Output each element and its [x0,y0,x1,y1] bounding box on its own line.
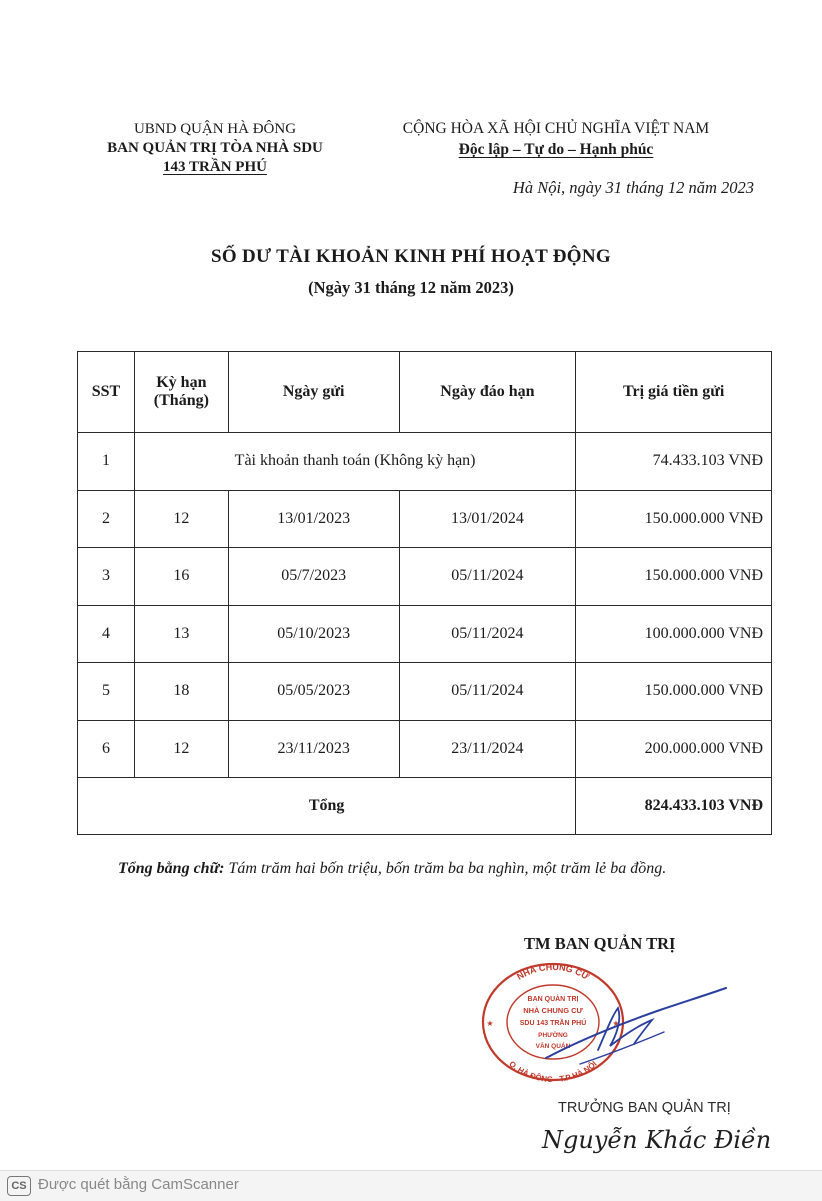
row-maturity-date: 13/01/2024 [399,490,576,548]
header-term [134,352,228,433]
row-value: 150.000.000 VNĐ [576,548,772,606]
table-row [78,433,772,491]
handwritten-signature-mark [540,980,730,1070]
place-date: Hà Nội, ngày 31 tháng 12 năm 2023 [512,178,754,197]
stamp-inner-line1: BAN QUẢN TRỊ [527,996,579,1003]
row-term: 12 [134,490,228,548]
total-label: Tổng [78,778,576,835]
stamp-star-right-icon: ★ [612,1019,620,1028]
table-row [78,490,772,548]
total-value: 824.433.103 VNĐ [576,778,772,835]
row-deposit-date: 05/7/2023 [228,548,399,606]
camscanner-icon: CS [7,1176,31,1196]
table-row [78,663,772,721]
signer-role: TRƯỞNG BAN QUẢN TRỊ [558,1100,731,1116]
document-title: SỐ DƯ TÀI KHOẢN KINH PHÍ HOẠT ĐỘNG [211,246,611,267]
row-stt: 1 [78,433,135,491]
row-deposit-date: 05/05/2023 [228,663,399,721]
header-value: Trị giá tiền gửi [576,352,772,433]
stamp-bottom-text: Q. HÀ ĐÔNG - T.P HÀ NỘI [507,1059,599,1085]
balance-table [77,351,772,835]
issuer-line3: 143 TRẦN PHÚ [163,159,267,175]
scanner-note: Được quét bằng CamScanner [38,1176,239,1193]
issuer-block [70,120,360,177]
row-value: 200.000.000 VNĐ [576,720,772,778]
national-name: CỘNG HÒA XÃ HỘI CHỦ NGHĨA VIỆT NAM [402,120,710,137]
row-value: 150.000.000 VNĐ [576,490,772,548]
header-term-line2: (Tháng) [153,392,209,409]
stamp-inner-line2: NHÀ CHUNG CƯ [523,1006,583,1015]
stamp-inner-line5: VĂN QUÁN [535,1043,571,1050]
row-maturity-date: 23/11/2024 [399,720,576,778]
amount-in-words-label: Tổng bằng chữ: [118,860,225,877]
row-description: Tài khoản thanh toán (Không kỳ hạn) [134,433,575,491]
national-motto-block [378,118,734,160]
issuer-line1: UBND QUẬN HÀ ĐÔNG [133,121,297,137]
row-deposit-date: 23/11/2023 [228,720,399,778]
amount-in-words [80,855,772,883]
row-maturity-date: 05/11/2024 [399,548,576,606]
table-header-row [78,352,772,433]
row-stt: 3 [78,548,135,606]
amount-in-words-text: Tám trăm hai bốn triệu, bốn trăm ba ba nghìn, một trăm lẻ ba đồng. [224,860,667,877]
row-stt: 6 [78,720,135,778]
table-row [78,720,772,778]
issuer-line2: BAN QUẢN TRỊ TÒA NHÀ SDU [107,140,323,156]
row-term: 18 [134,663,228,721]
scanner-footer [0,1170,822,1201]
row-maturity-date: 05/11/2024 [399,663,576,721]
stamp-inner-line4: PHƯỜNG [538,1032,568,1039]
row-term: 12 [134,720,228,778]
signer-name: Nguyễn Khắc Điền [542,1126,772,1154]
national-motto: Độc lập – Tự do – Hạnh phúc [458,141,654,158]
stamp-inner-line3: SDU 143 TRẦN PHÚ [519,1020,587,1027]
row-deposit-date: 05/10/2023 [228,605,399,663]
header-term-line1: Kỳ hạn [156,374,207,391]
row-term: 13 [134,605,228,663]
header-maturity-date: Ngày đáo hạn [399,352,576,433]
signature-title: TM BAN QUẢN TRỊ [524,934,676,953]
stamp-top-text: NHÀ CHUNG CƯ [515,961,591,982]
row-term: 16 [134,548,228,606]
row-stt: 2 [78,490,135,548]
row-deposit-date: 13/01/2023 [228,490,399,548]
table-row [78,548,772,606]
row-value: 100.000.000 VNĐ [576,605,772,663]
row-stt: 4 [78,605,135,663]
table-total-row [78,778,772,835]
row-value: 74.433.103 VNĐ [576,433,772,491]
stamp-star-left-icon: ★ [486,1019,494,1028]
row-stt: 5 [78,663,135,721]
document-subtitle: (Ngày 31 tháng 12 năm 2023) [308,278,514,297]
header-deposit-date: Ngày gửi [228,352,399,433]
row-value: 150.000.000 VNĐ [576,663,772,721]
header-stt: SST [78,352,135,433]
table-row [78,605,772,663]
row-maturity-date: 05/11/2024 [399,605,576,663]
